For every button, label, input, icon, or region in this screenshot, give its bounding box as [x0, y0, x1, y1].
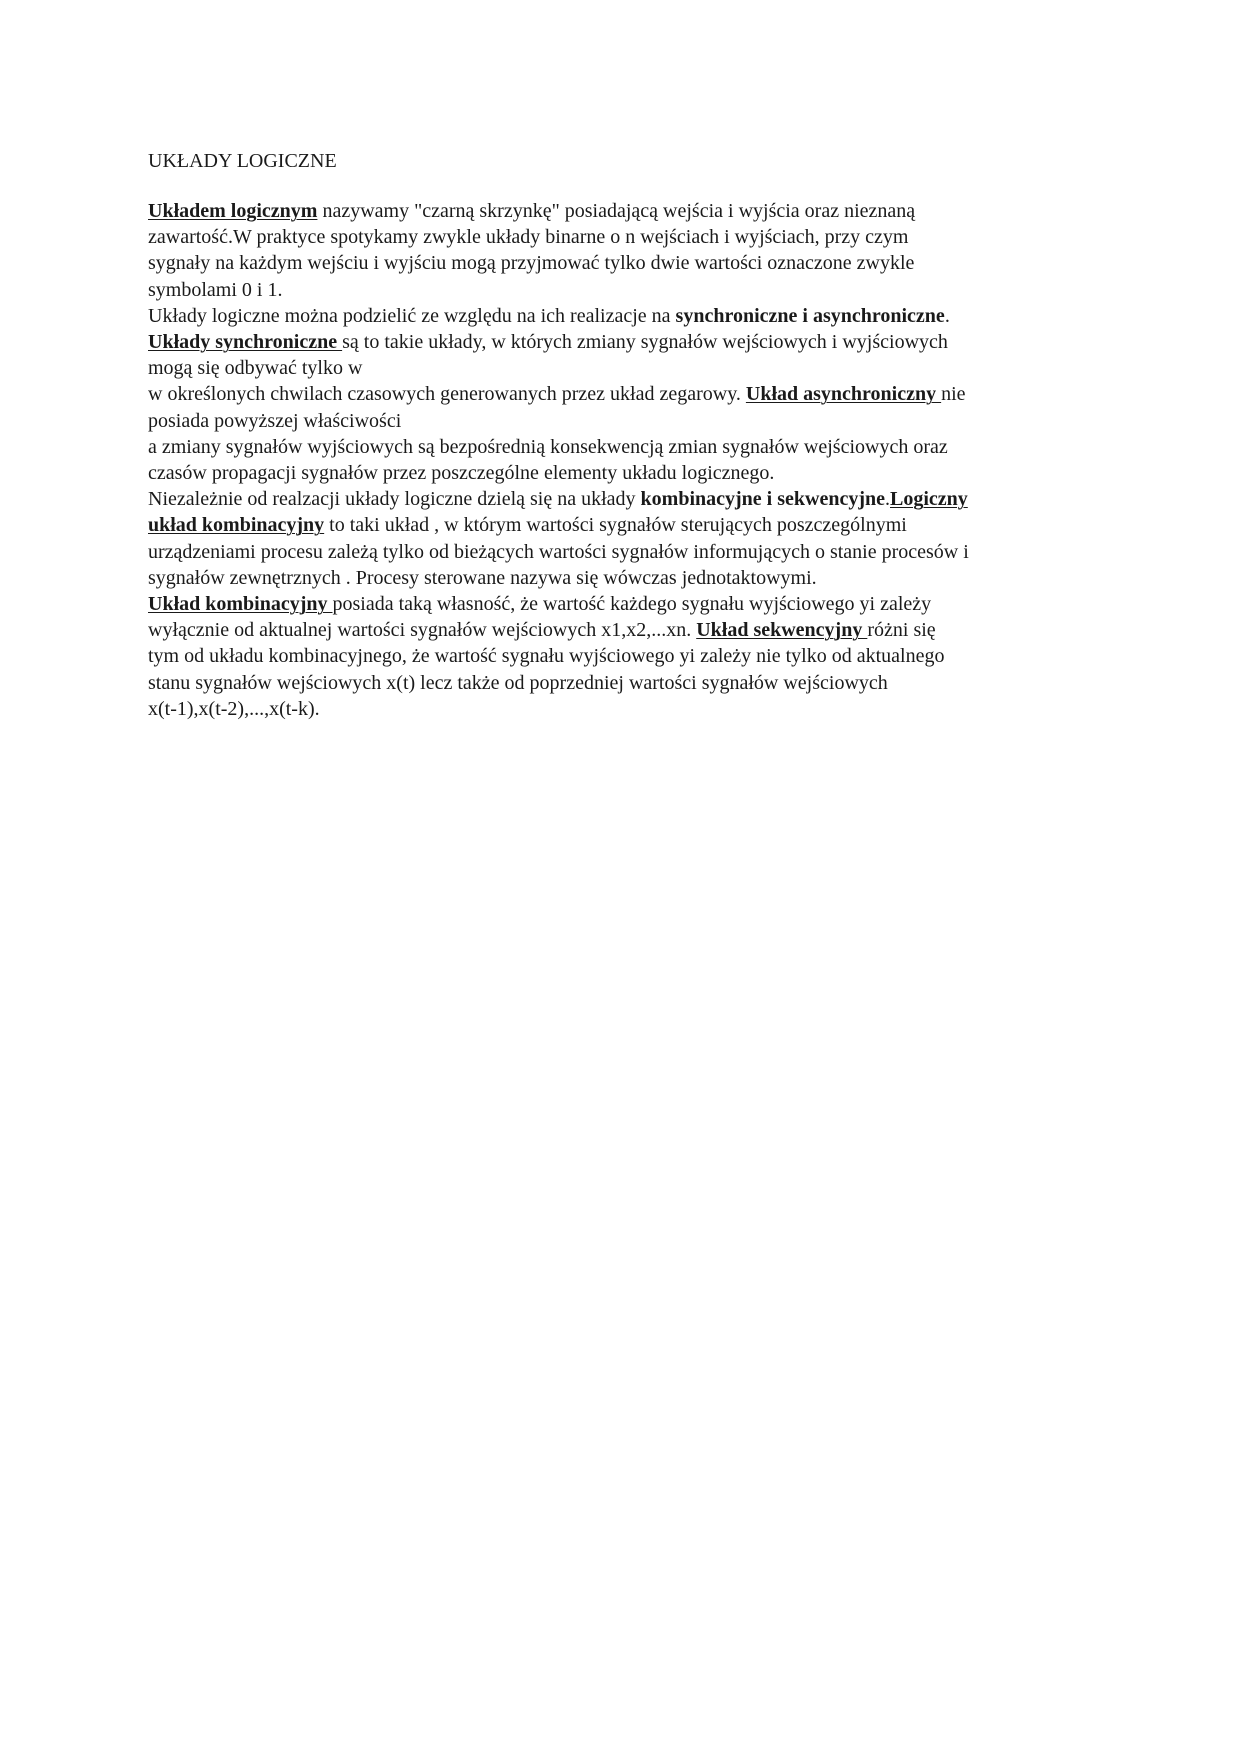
text-line [148, 539, 1098, 565]
text-run: są to takie układy, w których zmiany sygnałów wejściowych i wyjściowych [342, 331, 948, 354]
text-line [148, 277, 1098, 303]
text-run: stanu sygnałów wejściowych x(t) lecz także od poprzedniej wartości sygnałów wejściowych [148, 671, 888, 694]
text-line [148, 643, 1098, 669]
text-run: mogą się odbywać tylko w [148, 357, 363, 380]
defined-term: układ kombinacyjny [148, 514, 325, 537]
text-line [148, 198, 1098, 224]
text-run: różni się [867, 619, 936, 642]
text-line [148, 303, 1098, 329]
text-run: to taki układ , w którym wartości sygnałów sterujących poszczególnymi [324, 514, 907, 537]
text-run: tym od układu kombinacyjnego, że wartość sygnału wyjściowego yi zależy nie tylko od aktualnego [148, 645, 945, 668]
text-line [148, 486, 1098, 512]
text-run: x(t-1),x(t-2),...,x(t-k). [148, 697, 320, 720]
text-line [148, 355, 1098, 381]
text-line [148, 329, 1098, 355]
text-run: nie [941, 383, 966, 406]
text-run: . [885, 488, 890, 511]
text-run: sygnałów zewnętrznych . Procesy sterowane nazywa się wówczas jednotaktowymi. [148, 566, 817, 589]
text-run: wyłącznie od aktualnej wartości sygnałów wejściowych x1,x2,...xn. [148, 619, 697, 642]
text-run: posiada powyższej właściwości [148, 409, 402, 432]
text-line [148, 591, 1098, 617]
bold-text: kombinacyjne i sekwencyjne [640, 488, 885, 511]
text-run: posiada taką własność, że wartość każdego sygnału wyjściowego yi zależy [332, 593, 932, 616]
text-line [148, 381, 1098, 407]
defined-term: Układ asynchroniczny [745, 383, 942, 406]
text-run: symbolami 0 i 1. [148, 278, 283, 301]
bold-text: synchroniczne i asynchroniczne [675, 304, 945, 327]
text-run: nazywamy "czarną skrzynkę" posiadającą wejścia i wyjścia oraz nieznaną [317, 200, 916, 222]
text-line [148, 224, 1098, 250]
defined-term: Układ sekwencyjny [696, 619, 868, 642]
defined-term: Układem logicznym [148, 200, 318, 222]
defined-term: Układ kombinacyjny [148, 593, 333, 616]
text-run: Niezależnie od realzacji układy logiczne dzielą się na układy [148, 488, 641, 511]
text-run: . [944, 304, 950, 327]
text-line [148, 696, 1098, 722]
document-page [148, 148, 1098, 722]
document-body [148, 198, 1098, 722]
text-line [148, 408, 1098, 434]
document-title: UKŁADY LOGICZNE [148, 150, 337, 172]
text-line [148, 250, 1098, 276]
text-run: sygnały na każdym wejściu i wyjściu mogą przyjmować tylko dwie wartości oznaczone zwykle [148, 252, 915, 275]
text-line [148, 512, 1098, 538]
text-line [148, 565, 1098, 591]
defined-term: Układy synchroniczne [148, 331, 343, 354]
text-line [148, 434, 1098, 460]
defined-term: Logiczny [890, 488, 968, 511]
text-run: Układy logiczne można podzielić ze względu na ich realizacje na [148, 304, 676, 327]
text-run: w określonych chwilach czasowych generowanych przez układ zegarowy. [148, 383, 746, 406]
text-run: zawartość.W praktyce spotykamy zwykle układy binarne o n wejściach i wyjściach, przy czym [148, 226, 909, 249]
text-run: urządzeniami procesu zależą tylko od bieżących wartości sygnałów informujących o stanie procesów i [148, 540, 969, 563]
text-line [148, 670, 1098, 696]
text-run: czasów propagacji sygnałów przez poszczególne elementy układu logicznego. [148, 462, 775, 485]
text-run: a zmiany sygnałów wyjściowych są bezpośrednią konsekwencją zmian sygnałów wejściowych oraz [148, 435, 948, 458]
text-line [148, 617, 1098, 643]
text-line [148, 460, 1098, 486]
